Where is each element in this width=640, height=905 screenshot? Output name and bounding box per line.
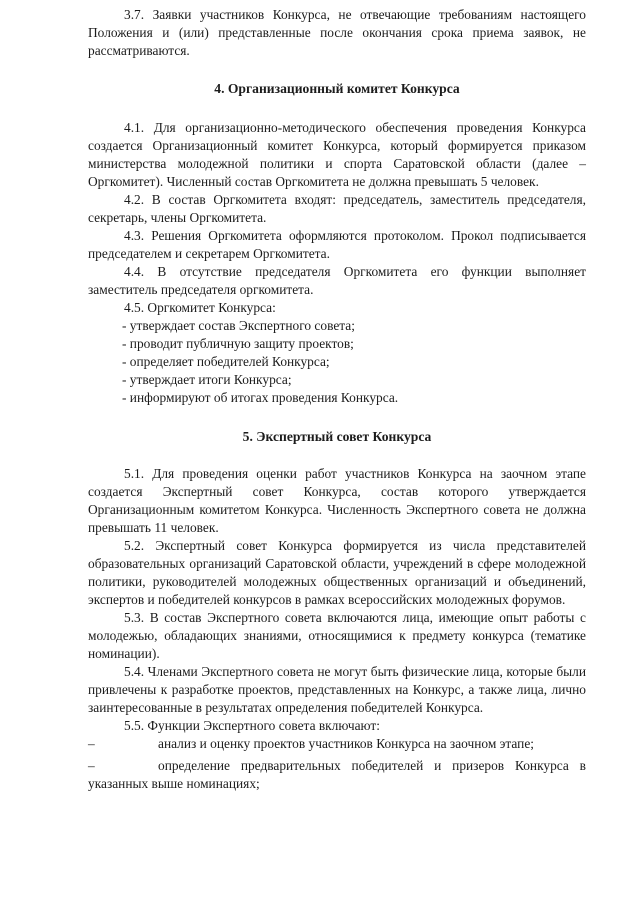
section-4-heading: 4. Организационный комитет Конкурса (214, 81, 460, 96)
organizing-committee-duties-list (88, 317, 586, 407)
list-item: - информируют об итогах проведения Конкурса. (122, 390, 399, 405)
paragraph-5-1: 5.1. Для проведения оценки работ участников Конкурса на заочном этапе создается Экспертный совет Конкурса, состав которого утверждается Организационным комитетом Конкурса. Численность Экспертного совета не должна превышать 11 человек. (88, 466, 586, 535)
paragraph-3-7: 3.7. Заявки участников Конкурса, не отвечающие требованиям настоящего Положения и (или) представленные после окончания срока приема заявок, не рассматриваются. (88, 7, 586, 58)
paragraph-4-3: 4.3. Решения Оргкомитета оформляются протоколом. Прокол подписывается председателем и секретарем Оргкомитета. (88, 228, 586, 261)
paragraph-4-5-intro: 4.5. Оргкомитет Конкурса: (124, 300, 276, 315)
list-item (88, 757, 586, 793)
list-item: - проводит публичную защиту проектов; (122, 336, 354, 351)
expert-council-functions-list (88, 735, 586, 793)
dash-marker: – (88, 758, 95, 773)
paragraph-5-2: 5.2. Экспертный совет Конкурса формируется из числа представителей образовательных организаций Саратовской области, учреждений в сфере молодежной политики, руководителей молодежных общественных организаций и объединений, экспертов и победителей конкурсов в рамках всероссийских молодежных форумов. (88, 538, 586, 607)
paragraph-5-4: 5.4. Членами Экспертного совета не могут быть физические лица, которые были привлечены к разработке проектов, представленных на Конкурс, а также лица, лично заинтересованные в результатах определения победителей Конкурса. (88, 664, 586, 715)
paragraph-4-2: 4.2. В состав Оргкомитета входят: председатель, заместитель председателя, секретарь, члены Оргкомитета. (88, 192, 586, 225)
dash-marker: – (88, 736, 95, 751)
list-item: - утверждает итоги Конкурса; (122, 372, 292, 387)
paragraph-4-4: 4.4. В отсутствие председателя Оргкомитета его функции выполняет заместитель председателя оргкомитета. (88, 264, 586, 297)
document-page (88, 6, 586, 793)
list-item (88, 735, 586, 753)
list-item-text: определение предварительных победителей и призеров Конкурса в указанных выше номинациях; (88, 758, 586, 791)
section-5-heading: 5. Экспертный совет Конкурса (242, 429, 432, 444)
paragraph-4-1: 4.1. Для организационно-методического обеспечения проведения Конкурса создается Организационный комитет Конкурса, который формируется приказом министерства молодежной политики и спорта Саратовской области (далее – Оргкомитет). Численный состав Оргкомитета не должна превышать 5 человек. (88, 120, 586, 189)
paragraph-5-5-intro: 5.5. Функции Экспертного совета включают: (124, 718, 380, 733)
list-item: - определяет победителей Конкурса; (122, 354, 330, 369)
list-item: - утверждает состав Экспертного совета; (122, 318, 355, 333)
list-item-text: анализ и оценку проектов участников Конкурса на заочном этапе; (158, 736, 535, 751)
paragraph-5-3: 5.3. В состав Экспертного совета включаются лица, имеющие опыт работы с молодежью, обладающих знаниями, относящимися к предмету конкурса (тематике номинации). (88, 610, 586, 661)
